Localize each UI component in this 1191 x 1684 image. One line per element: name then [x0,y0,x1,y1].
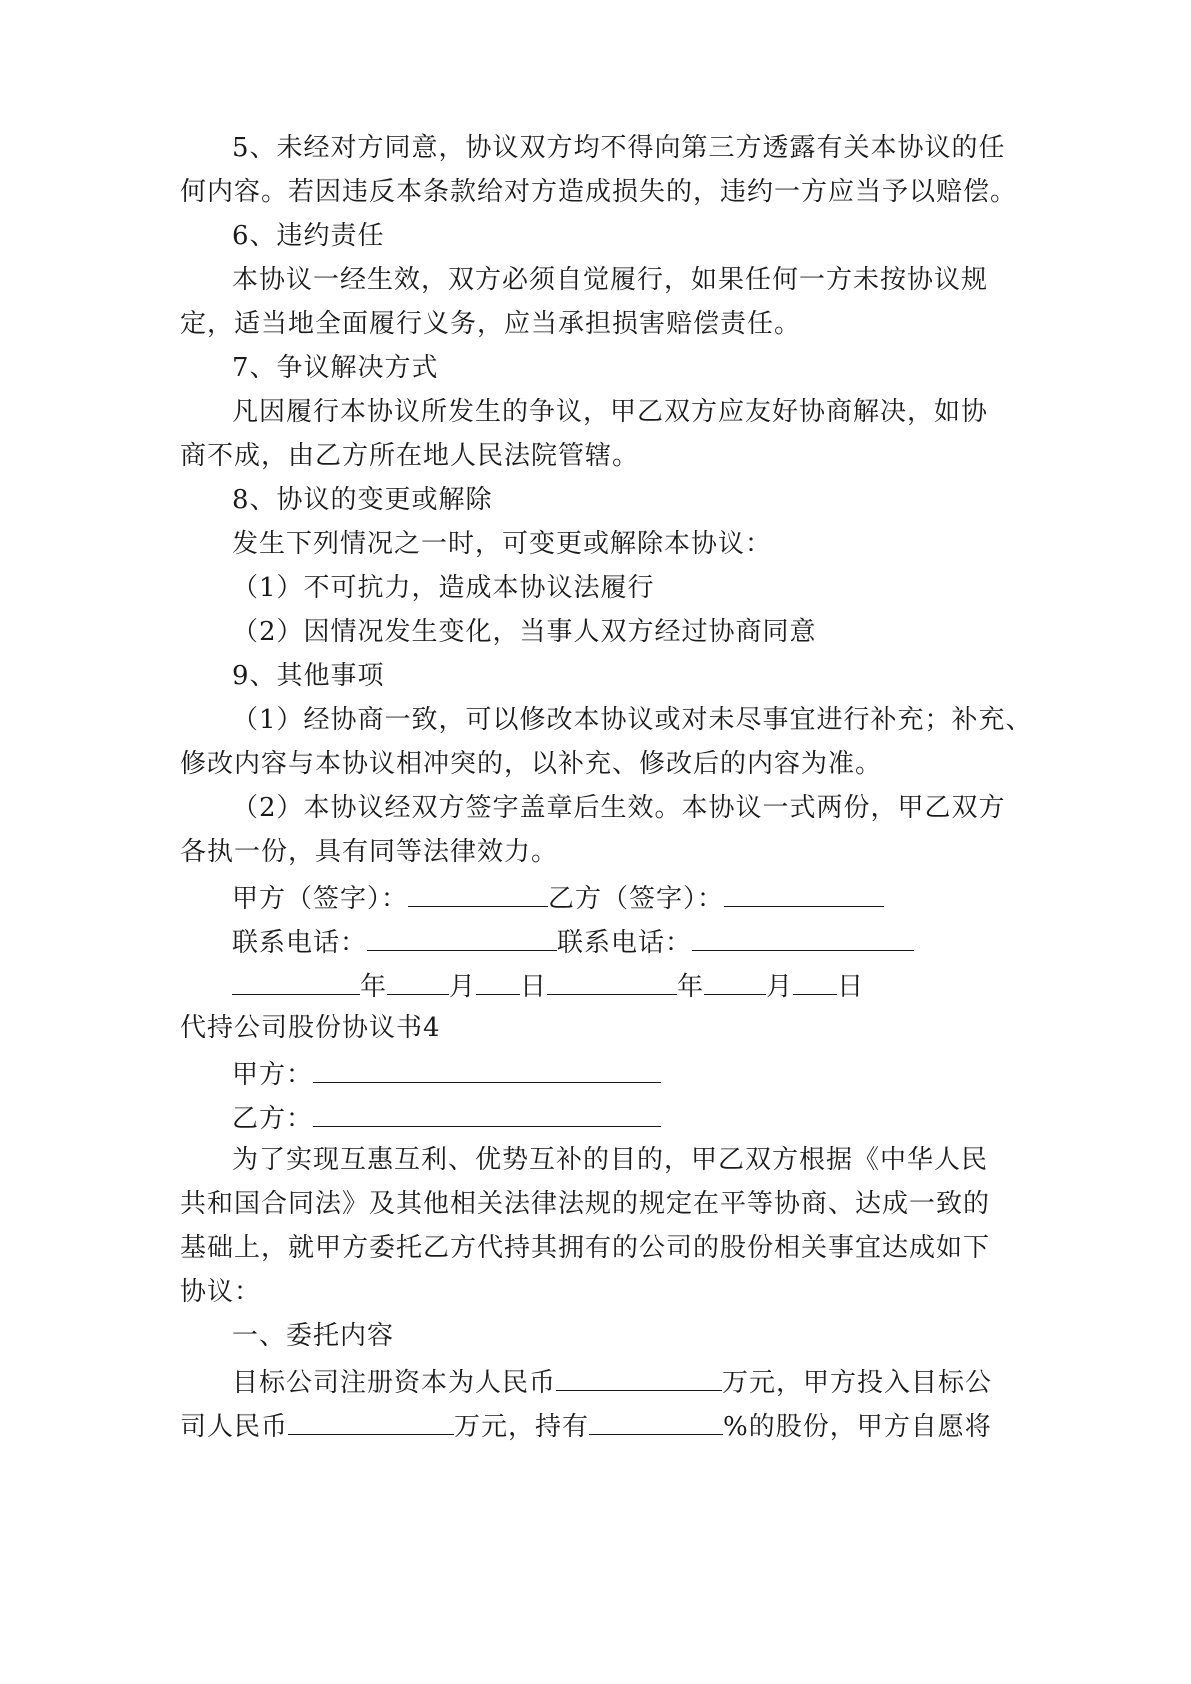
clause-9-item-2-line-2: 各执一份，具有同等法律效力。 [180,837,559,867]
party-b-day-blank[interactable] [793,968,837,995]
party-a-year-blank[interactable] [232,968,360,995]
party-a-phone-label: 联系电话： [232,928,368,958]
section-title: 代持公司股份协议书4 [180,1013,441,1043]
preamble-line-3: 基础上，就甲方委托乙方代持其拥有的公司的股份相关事宜达成如下 [180,1233,991,1263]
date-row [232,968,1072,1003]
section-1-heading: 一、委托内容 [232,1321,395,1351]
clause-7-heading: 7、争议解决方式 [232,353,439,383]
investment-amount-blank[interactable] [288,1408,454,1435]
party-a-name-blank[interactable] [313,1056,661,1083]
capital-line-2-prefix: 司人民币 [180,1412,289,1442]
party-b-label: 乙方： [232,1104,314,1134]
party-b-phone-label: 联系电话： [557,928,693,958]
party-a-month-label: 月 [449,972,477,1002]
registered-capital-blank[interactable] [556,1364,722,1391]
capital-line-1 [232,1364,1072,1399]
capital-line-1-prefix: 目标公司注册资本为人民币 [232,1368,557,1398]
party-a-day-label: 日 [520,972,548,1002]
party-b-row [232,1100,1072,1135]
party-b-phone-blank[interactable] [692,924,914,951]
preamble-line-1: 为了实现互惠互利、优势互补的目的，甲乙双方根据《中华人民 [232,1145,989,1175]
clause-9-heading: 9、其他事项 [232,661,385,691]
party-a-phone-blank[interactable] [367,924,557,951]
party-a-label: 甲方： [232,1060,314,1090]
clause-8-item-1: （1）不可抗力，造成本协议法履行 [232,573,655,603]
party-b-month-label: 月 [766,972,794,1002]
party-a-signature-label: 甲方（签字）： [232,884,409,914]
capital-line-2-mid: 万元，持有 [454,1412,590,1442]
clause-6-line-1: 本协议一经生效，双方必须自觉履行，如果任何一方未按协议规 [232,265,989,295]
party-b-signature-blank[interactable] [724,880,884,907]
clause-9-item-1-line-2: 修改内容与本协议相冲突的，以补充、修改后的内容为准。 [180,749,883,779]
party-b-day-label: 日 [837,972,865,1002]
preamble-line-2: 共和国合同法》及其他相关法律法规的规定在平等协商、达成一致的 [180,1189,991,1219]
clause-6-heading: 6、违约责任 [232,221,385,251]
signature-row [232,880,1072,915]
capital-line-2 [180,1408,1020,1443]
party-b-year-blank[interactable] [547,968,677,995]
party-a-row [232,1056,1072,1091]
preamble-line-4: 协议： [180,1277,262,1307]
clause-7-line-1: 凡因履行本协议所发生的争议，甲乙双方应友好协商解决，如协 [232,397,989,427]
phone-row [232,924,1072,959]
party-a-year-label: 年 [360,972,388,1002]
clause-5-line-1: 5、未经对方同意，协议双方均不得向第三方透露有关本协议的任 [232,133,1006,163]
party-a-month-blank[interactable] [387,968,449,995]
clause-9-item-1-line-1: （1）经协商一致，可以修改本协议或对未尽事宜进行补充；补充、 [232,705,1033,735]
clause-5-line-2: 何内容。若因违反本条款给对方造成损失的，违约一方应当予以赔偿。 [180,177,1018,207]
party-b-month-blank[interactable] [704,968,766,995]
clause-8-line-1: 发生下列情况之一时，可变更或解除本协议： [232,529,773,559]
party-b-name-blank[interactable] [313,1100,661,1127]
clause-9-item-2-line-1: （2）本协议经双方签字盖章后生效。本协议一式两份，甲乙双方 [232,793,1006,823]
party-a-day-blank[interactable] [476,968,520,995]
capital-line-2-suffix: %的股份，甲方自愿将 [723,1412,992,1442]
clause-8-heading: 8、协议的变更或解除 [232,485,493,515]
capital-line-1-suffix: 万元，甲方投入目标公 [722,1368,993,1398]
clause-8-item-2: （2）因情况发生变化，当事人双方经过协商同意 [232,617,817,647]
party-a-signature-blank[interactable] [408,880,548,907]
party-b-year-label: 年 [677,972,705,1002]
clause-7-line-2: 商不成，由乙方所在地人民法院管辖。 [180,441,640,471]
share-percent-blank[interactable] [589,1408,723,1435]
clause-6-line-2: 定，适当地全面履行义务，应当承担损害赔偿责任。 [180,309,802,339]
party-b-signature-label: 乙方（签字）： [548,884,725,914]
